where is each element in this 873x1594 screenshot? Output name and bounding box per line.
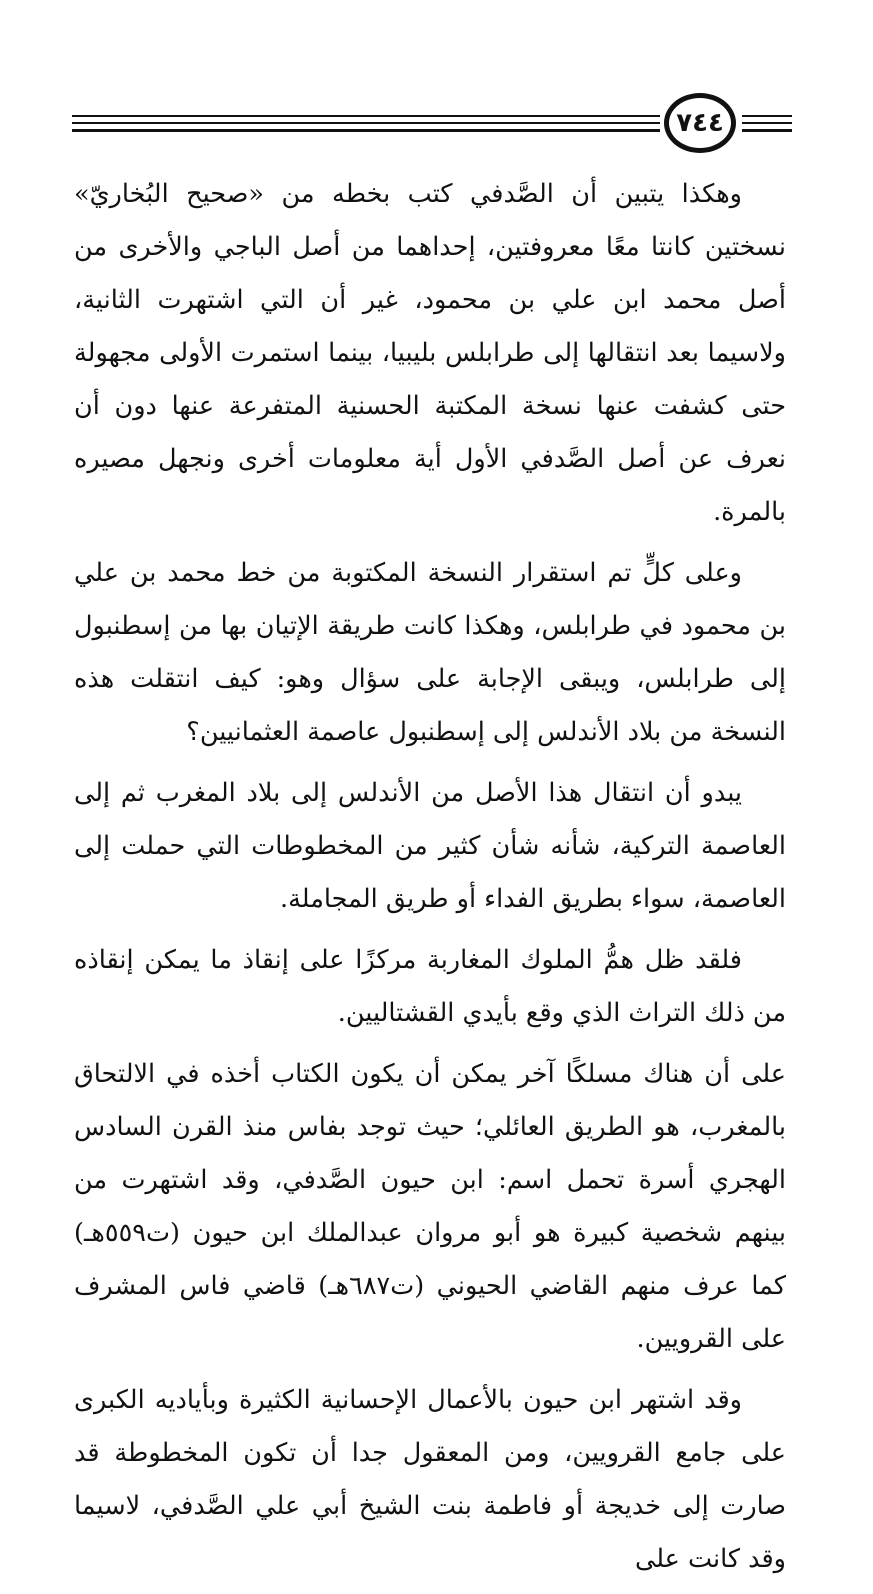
header-rule: [72, 122, 660, 124]
page-number-badge: [664, 93, 736, 153]
paragraph: وقد اشتهر ابن حيون بالأعمال الإحسانية الكثيرة وبأياديه الكبرى على جامع القرويين، ومن المعقول جدا أن تكون المخطوطة قد صارت إلى خديجة أو فاطمة بنت الشيخ أبي علي الصَّدفي، لاسيما وقد كانت على: [74, 1385, 786, 1574]
header-rule: [72, 129, 660, 132]
page-header: [72, 93, 792, 163]
header-rule: [742, 115, 792, 117]
paragraph: يبدو أن انتقال هذا الأصل من الأندلس إلى بلاد المغرب ثم إلى العاصمة التركية، شأنه شأن كثير من المخطوطات التي حملت إلى العاصمة، سواء بطريق الفداء أو طريق المجاملة.: [74, 778, 786, 914]
paragraph: وهكذا يتبين أن الصَّدفي كتب بخطه من «صحيح البُخاريّ» نسختين كانتا معًا معروفتين، إحداهما من أصل الباجي والأخرى من أصل محمد ابن علي بن محمود، غير أن التي اشتهرت الثانية، ولاسيما بعد انتقالها إلى طرابلس بليبيا، بينما استمرت الأولى مجهولة حتى كشفت عنها نسخة المكتبة الحسنية المتفرعة عنها دون أن نعرف عن أصل الصَّدفي الأول أية معلومات أخرى ونجهل مصيره بالمرة.: [74, 179, 786, 527]
paragraph: على أن هناك مسلكًا آخر يمكن أن يكون الكتاب أخذه في الالتحاق بالمغرب، هو الطريق العائلي؛ حيث توجد بفاس منذ القرن السادس الهجري أسرة تحمل اسم: ابن حيون الصَّدفي، وقد اشتهرت من بينهم شخصية كبيرة هو أبو مروان عبدالملك ابن حيون (ت٥٥٩هـ) كما عرف منهم القاضي الحيوني (ت٦٨٧هـ) قاضي فاس المشرف على القرويين.: [74, 1059, 786, 1354]
body-text: [74, 168, 786, 1594]
paragraph: فلقد ظل همُّ الملوك المغاربة مركزًا على إنقاذ ما يمكن إنقاذه من ذلك التراث الذي وقع بأيدي القشتاليين.: [74, 945, 786, 1028]
header-rule: [742, 122, 792, 124]
header-rule: [72, 115, 660, 117]
header-rule: [742, 129, 792, 132]
paragraph: وعلى كلٍّ تم استقرار النسخة المكتوبة من خط محمد بن علي بن محمود في طرابلس، وهكذا كانت طريقة الإتيان بها من إسطنبول إلى طرابلس، ويبقى الإجابة على سؤال وهو: كيف انتقلت هذه النسخة من بلاد الأندلس إلى إسطنبول عاصمة العثمانيين؟: [74, 558, 786, 747]
page-number: ٧٤٤: [676, 108, 724, 138]
